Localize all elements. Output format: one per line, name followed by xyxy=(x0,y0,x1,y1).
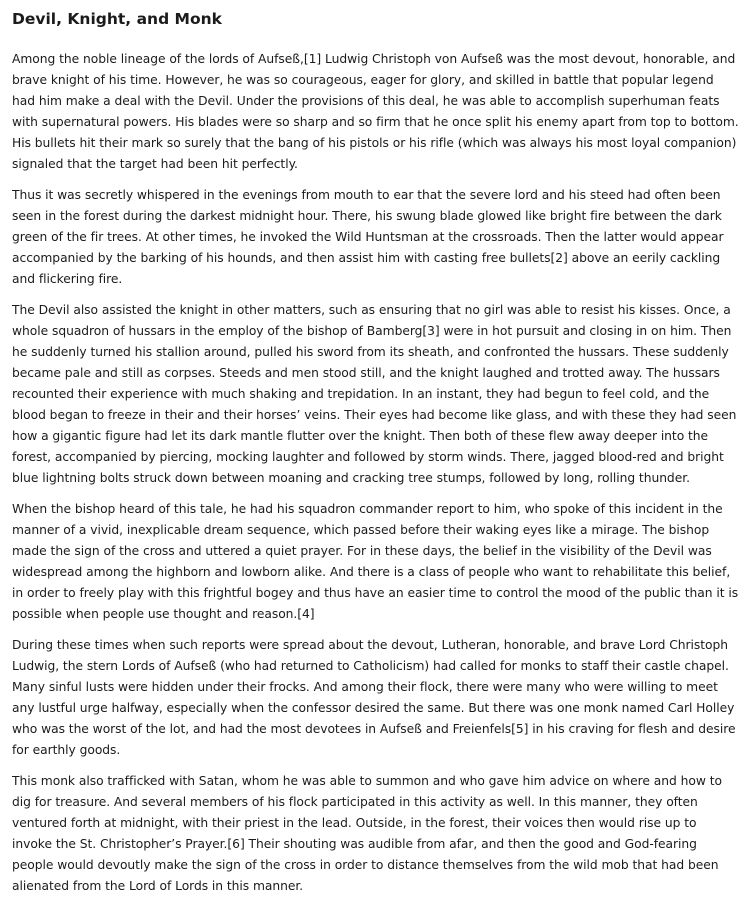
article-body xyxy=(12,49,740,897)
paragraph-2: Thus it was secretly whispered in the evenings from mouth to ear that the severe lord and his steed had often been seen in the forest during the darkest midnight hour. There, his swung blade glowed like bright fire between the dark green of the fir trees. At other times, he invoked the Wild Huntsman at the crossroads. Then the latter would appear accompanied by the barking of his hounds, and then assist him with casting free bullets[2] above an eerily cackling and flickering fire. xyxy=(12,188,724,286)
paragraph-1: Among the noble lineage of the lords of Aufseß,[1] Ludwig Christoph von Aufseß was the most devout, honorable, and brave knight of his time. However, he was so courageous, eager for glory, and skilled in battle that popular legend had him make a deal with the Devil. Under the provisions of this deal, he was able to accomplish superhuman feats with supernatural powers. His blades were so sharp and so firm that he once split his enemy apart from top to bottom. His bullets hit their mark so surely that the bang of his pistols or his rifle (which was always his most loyal companion) signaled that the target had been hit perfectly. xyxy=(12,52,739,171)
paragraph-6: This monk also trafficked with Satan, whom he was able to summon and who gave him advice on where and how to dig for treasure. And several members of his flock participated in this activity as well. In this manner, they often ventured forth at midnight, with their priest in the lead. Outside, in the forest, their voices then would rise up to invoke the St. Christopher’s Prayer.[6] Their shouting was audible from afar, and then the good and God-fearing people would devoutly make the sign of the cross in order to distance themselves from the wild mob that had been alienated from the Lord of Lords in this manner. xyxy=(12,774,722,893)
article xyxy=(12,8,740,907)
paragraph-4: When the bishop heard of this tale, he had his squadron commander report to him, who spoke of this incident in the manner of a vivid, inexplicable dream sequence, which passed before their waking eyes like a mirage. The bishop made the sign of the cross and uttered a quiet prayer. For in these days, the belief in the visibility of the Devil was widespread among the highborn and lowborn alike. And there is a class of people who want to rehabilitate this belief, in order to freely play with this frightful bogey and thus have an easier time to control the mood of the public than it is possible when people use thought and reason.[4] xyxy=(12,502,739,621)
article-title: Devil, Knight, and Monk xyxy=(12,10,222,28)
paragraph-5: During these times when such reports were spread about the devout, Lutheran, honorable, and brave Lord Christoph Ludwig, the stern Lords of Aufseß (who had returned to Catholicism) had called for monks to staff their castle chapel. Many sinful lusts were hidden under their frocks. And among their flock, there were many who were willing to meet any lustful urge halfway, especially when the confessor desired the same. But there was one monk named Carl Holley who was the worst of the lot, and had the most devotees in Aufseß and Freienfels[5] in his craving for flesh and desire for earthly goods. xyxy=(12,638,736,757)
paragraph-3: The Devil also assisted the knight in other matters, such as ensuring that no girl was able to resist his kisses. Once, a whole squadron of hussars in the employ of the bishop of Bamberg[3] were in hot pursuit and closing in on him. Then he suddenly turned his stallion around, pulled his sword from its sheath, and confronted the hussars. These suddenly became pale and still as corpses. Steeds and men stood still, and the knight laughed and trotted away. The hussars recounted their experience with much shaking and trepidation. In an instant, they had begun to feel cold, and the blood began to freeze in their and their horses’ veins. Their eyes had become like glass, and with these they had seen how a gigantic figure had let its dark mantle flutter over the knight. Then both of these flew away deeper into the forest, accompanied by piercing, mocking laughter and followed by storm winds. There, jagged blood-red and bright blue lightning bolts struck down between moaning and cracking tree stumps, followed by long, rolling thunder. xyxy=(12,303,737,485)
